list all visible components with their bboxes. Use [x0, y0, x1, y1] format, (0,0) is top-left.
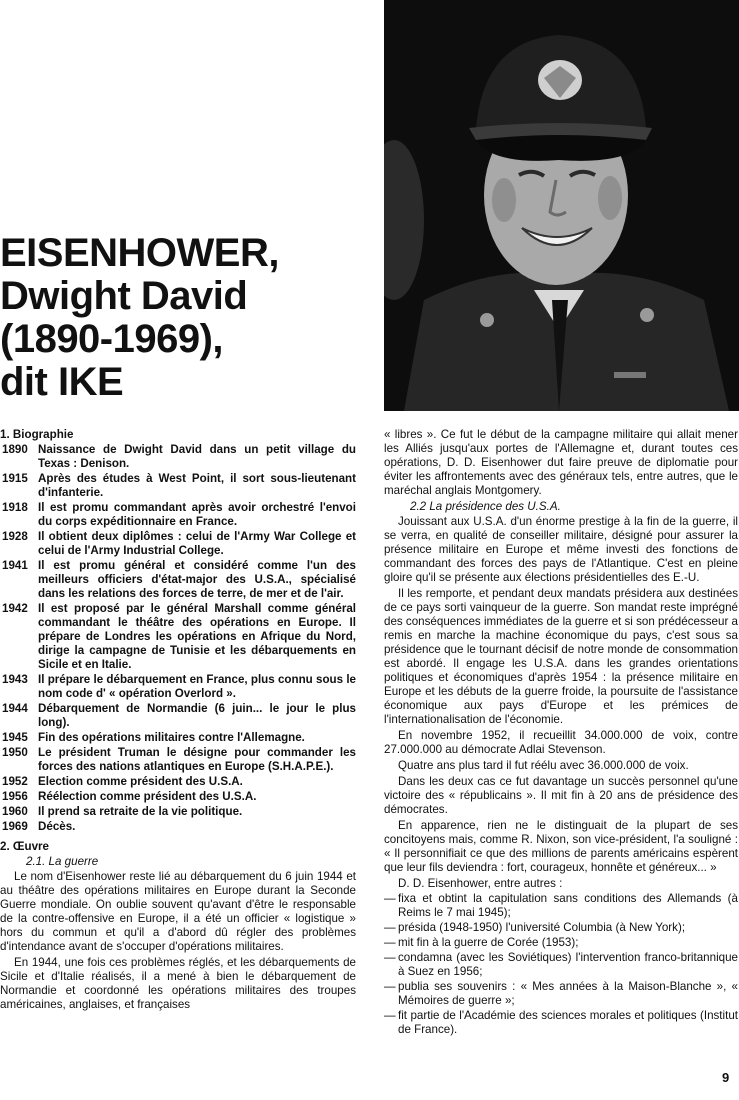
bio-entry: [0, 602, 356, 672]
subheading-presidence: 2.2 La présidence des U.S.A.: [410, 500, 561, 513]
bio-text: Il prend sa retraite de la vie politique.: [38, 805, 243, 818]
list-item: [384, 892, 738, 920]
list-item-text: mit fin à la guerre de Corée (1953);: [398, 936, 579, 949]
bio-year: 1928: [2, 530, 28, 543]
dash-bullet: —: [384, 980, 396, 993]
bio-entry: [0, 673, 356, 701]
dash-bullet: —: [384, 951, 396, 964]
bio-text: Il est promu général et considéré comme l'un des meilleurs officiers d'état-major des U.S.A., spécialisé dans les relations des forces de terre, de mer et de l'air.: [38, 559, 356, 600]
bio-entry: [0, 472, 356, 500]
paragraph: En 1944, une fois ces problèmes réglés, et les débarquements de Sicile et d'Italie réalisés, il a mené à bien le débarquement de Normandie et coordonné les opérations militaires des troupes américaines, anglaises, et françaises: [0, 956, 356, 1011]
list-item: [384, 936, 738, 950]
bio-text: Il prépare le débarquement en France, plus connu sous le nom code d' « opération Overlord ».: [38, 673, 356, 700]
bio-text: Il est promu commandant après avoir orchestré l'envoi du corps expéditionnaire en France.: [38, 501, 356, 528]
bio-text: Il est proposé par le général Marshall comme général commandant le théâtre des opérations en Europe. Il prépare de Londres les opérations en Afrique du Nord, dirige la campagne de Tunisie et les débarquements en Sicile et en Italie.: [38, 602, 356, 671]
paragraph: Dans les deux cas ce fut davantage un succès personnel qu'une victoire des « républicains ». Il mit fin à 20 ans de présidence des démocrates.: [384, 775, 738, 816]
section-heading-biographie: 1. Biographie: [0, 428, 74, 441]
bio-text: Débarquement de Normandie (6 juin... le jour le plus long).: [38, 702, 356, 729]
dash-bullet: —: [384, 1009, 396, 1022]
section-heading-oeuvre: 2. Œuvre: [0, 840, 49, 853]
bio-entry: [0, 746, 356, 774]
bio-year: 1890: [2, 443, 28, 456]
paragraph: « libres ». Ce fut le début de la campagne militaire qui allait mener les Alliés jusqu'aux portes de l'Allemagne et, durant toutes ces opérations, D. D. Eisenhower dut faire preuve de diplomatie pour éviter les affrontements avec des généraux tels, entre autres, que le maréchal anglais Montgomery.: [384, 428, 738, 497]
bio-year: 1969: [2, 820, 28, 833]
list-item: [384, 980, 738, 1008]
article-title: [0, 232, 380, 404]
right-column: [384, 428, 738, 1038]
bio-entry: [0, 805, 356, 819]
bio-text: Naissance de Dwight David dans un petit village du Texas : Denison.: [38, 443, 356, 470]
bio-text: Réélection comme président des U.S.A.: [38, 790, 257, 803]
paragraph: En novembre 1952, il recueillit 34.000.000 de voix, contre 27.000.000 au démocrate Adlai Stevenson.: [384, 729, 738, 756]
page-number: 9: [722, 1070, 730, 1085]
bio-text: Fin des opérations militaires contre l'Allemagne.: [38, 731, 305, 744]
paragraph: Le nom d'Eisenhower reste lié au débarquement du 6 juin 1944 et au théâtre des opérations militaires en Europe durant la Seconde Guerre mondiale. On oublie souvent qu'avant d'être le responsable de la contre-offensive en Europe, il a été un officier « logistique » hors du commun et qu'il a d'abord dû régler des problèmes d'intendance avant de s'occuper d'opérations militaires.: [0, 870, 356, 953]
list-item: [384, 921, 738, 935]
bio-year: 1941: [2, 559, 28, 572]
paragraph: Jouissant aux U.S.A. d'un énorme prestige à la fin de la guerre, il se verra, en qualité de conseiller militaire, désigné pour assurer la présence militaire en Europe et même investi des fonctions de commandant des forces des pays de l'Atlantique. C'est en pleine gloire qu'il se présente aux élections présidentielles des E.-U.: [384, 515, 738, 584]
paragraph: Il les remporte, et pendant deux mandats présidera aux destinées de ce pays sorti vainqueur de la guerre. Son mandat reste imprégné des conséquences immédiates de la guerre et si son prédécesseur a remis en marche la machine économique du pays, c'est sous sa présidence que le tournant décisif de notre monde de consommation est abordé. Il engage les U.S.A. dans les grandes orientations politiques et économiques d'après 1954 : la présence militaire en Europe et les débuts de la guerre froide, la poursuite de l'assistance économique aux pays d'Europe et les prémices de l'internationalisation de l'économie.: [384, 587, 738, 726]
bio-entry: [0, 443, 356, 471]
title-line: (1890-1969),: [0, 317, 224, 361]
bio-entry: [0, 702, 356, 730]
title-line: dit IKE: [0, 360, 124, 404]
bio-entry: [0, 731, 356, 745]
title-line: EISENHOWER,: [0, 231, 279, 275]
bio-entry: [0, 775, 356, 789]
dash-bullet: —: [384, 921, 396, 934]
bio-year: 1915: [2, 472, 28, 485]
bio-entry: [0, 501, 356, 529]
bio-text: Le président Truman le désigne pour commander les forces des nations atlantiques en Europe (S.H.A.P.E.).: [38, 746, 356, 773]
bio-entry: [0, 820, 356, 834]
bio-text: Election comme président des U.S.A.: [38, 775, 243, 788]
bio-year: 1943: [2, 673, 28, 686]
paragraph: En apparence, rien ne le distinguait de la plupart de ses concitoyens mais, comme R. Nixon, son vice-président, l'a souligné : « Il personnifiait ce que des millions de parents américains espèrent que leur fils deviendra : fort, courageux, honnête et généreux... »: [384, 819, 738, 874]
title-line: Dwight David: [0, 274, 248, 318]
dash-bullet: —: [384, 892, 396, 905]
bio-year: 1944: [2, 702, 28, 715]
list-item-text: publia ses souvenirs : « Mes années à la Maison-Blanche », « Mémoires de guerre »;: [398, 980, 738, 1007]
subheading-guerre: 2.1. La guerre: [26, 855, 99, 868]
list-item: [384, 1009, 738, 1037]
dash-bullet: —: [384, 936, 396, 949]
bio-text: Décès.: [38, 820, 76, 833]
bio-year: 1952: [2, 775, 28, 788]
left-column: [0, 428, 356, 1014]
bio-year: 1945: [2, 731, 28, 744]
bio-year: 1918: [2, 501, 28, 514]
bio-year: 1950: [2, 746, 28, 759]
portrait-illustration: [384, 0, 739, 411]
portrait-photo: [384, 0, 739, 411]
list-item: [384, 951, 738, 979]
bio-year: 1956: [2, 790, 28, 803]
list-item-text: fixa et obtint la capitulation sans conditions des Allemands (à Reims le 7 mai 1945);: [398, 892, 738, 919]
bio-year: 1960: [2, 805, 28, 818]
bio-entry: [0, 559, 356, 601]
bio-entry: [0, 790, 356, 804]
bio-year: 1942: [2, 602, 28, 615]
list-item-text: présida (1948-1950) l'université Columbia (à New York);: [398, 921, 686, 934]
paragraph: Quatre ans plus tard il fut réélu avec 36.000.000 de voix.: [398, 759, 689, 772]
bio-text: Après des études à West Point, il sort sous-lieutenant d'infanterie.: [38, 472, 356, 499]
bio-text: Il obtient deux diplômes : celui de l'Army War College et celui de l'Army Industrial College.: [38, 530, 356, 557]
bio-entry: [0, 530, 356, 558]
list-item-text: fit partie de l'Académie des sciences morales et politiques (Institut de France).: [398, 1009, 738, 1036]
list-item-text: condamna (avec les Soviétiques) l'intervention franco-britannique à Suez en 1956;: [398, 951, 738, 978]
list-intro: D. D. Eisenhower, entre autres :: [398, 877, 563, 890]
